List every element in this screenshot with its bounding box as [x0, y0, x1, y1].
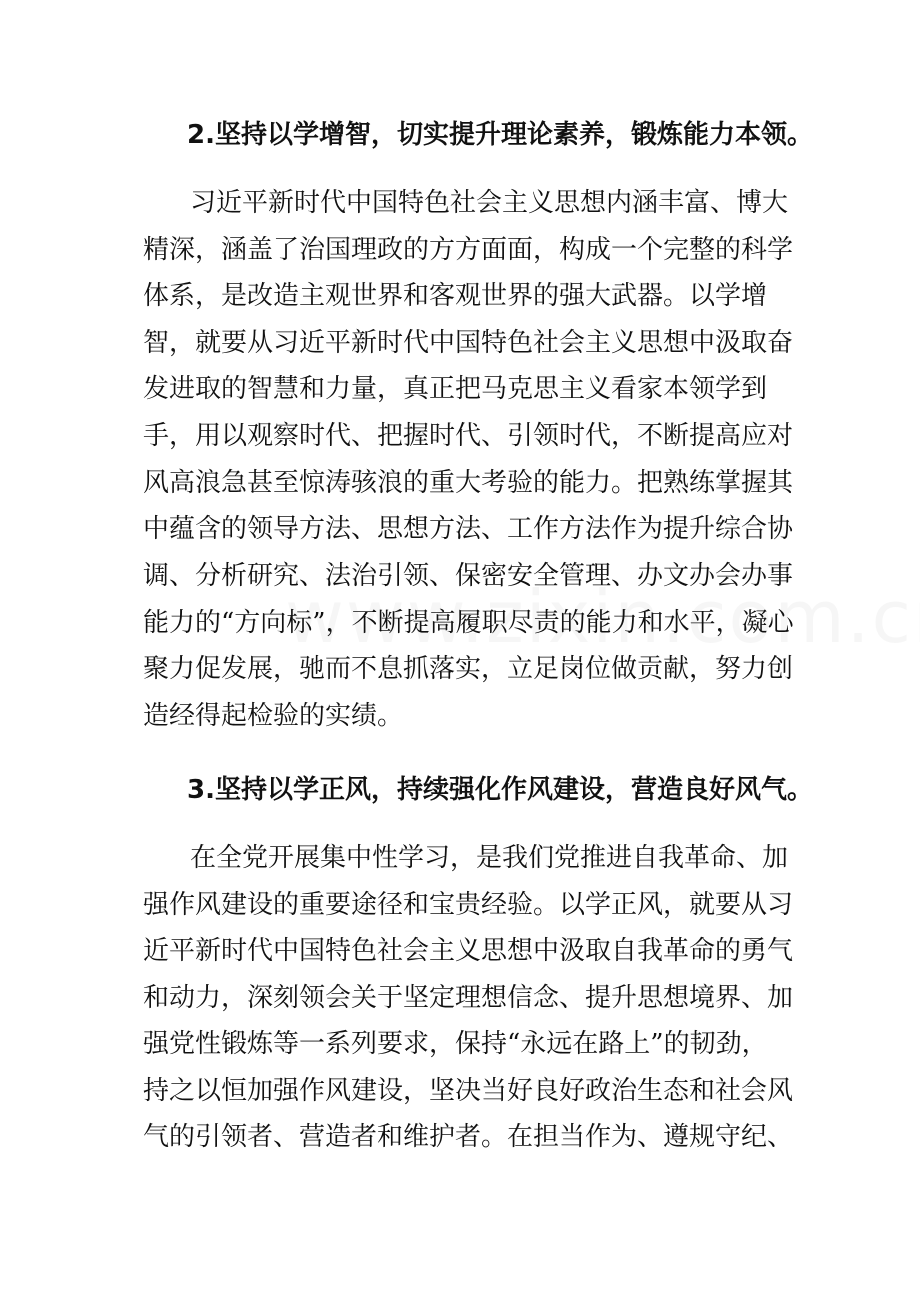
paragraph-line: 聚力促发展，驰而不息抓落实，立足岗位做贡献，努力创 [143, 654, 794, 684]
section-heading: 2.坚持以学增智，切实提升理论素养，锻炼能力本领。 [187, 120, 813, 150]
paragraph-line: 气的引领者、营造者和维护者。在担当作为、遵规守纪、 [143, 1122, 794, 1152]
paragraph-line: 调、分析研究、法治引领、保密安全管理、办文办会办事 [143, 561, 794, 591]
paragraph-line: 风高浪急甚至惊涛骇浪的重大考验的能力。把熟练掌握其 [143, 468, 794, 498]
paragraph-line: 发进取的智慧和力量，真正把马克思主义看家本领学到 [143, 374, 768, 404]
paragraph-line: 造经得起检验的实绩。 [143, 701, 404, 731]
paragraph-line: 近平新时代中国特色社会主义思想中汲取自我革命的勇气 [143, 936, 794, 966]
paragraph-line: 习近平新时代中国特色社会主义思想内涵丰富、博大 [190, 188, 789, 218]
paragraph-line: 持之以恒加强作风建设，坚决当好良好政治生态和社会风 [143, 1076, 794, 1106]
paragraph-line: 精深，涵盖了治国理政的方方面面，构成一个完整的科学 [143, 235, 794, 265]
paragraph-line: 手，用以观察时代、把握时代、引领时代，不断提高应对 [143, 421, 794, 451]
paragraph-line: 智，就要从习近平新时代中国特色社会主义思想中汲取奋 [143, 328, 794, 358]
paragraph-line: 强作风建设的重要途径和宝贵经验。以学正风，就要从习 [143, 890, 794, 920]
paragraph-line: 在全党开展集中性学习，是我们党推进自我革命、加 [190, 843, 789, 873]
paragraph-line: 能力的“方向标”，不断提高履职尽责的能力和水平，凝心 [143, 608, 794, 638]
paragraph-line: 中蕴含的领导方法、思想方法、工作方法作为提升综合协 [143, 514, 794, 544]
paragraph-line: 强党性锻炼等一系列要求，保持“永远在路上”的韧劲， [143, 1029, 768, 1059]
paragraph-line: 和动力，深刻领会关于坚定理想信念、提升思想境界、加 [143, 983, 794, 1013]
section-heading: 3.坚持以学正风，持续强化作风建设，营造良好风气。 [187, 775, 813, 805]
paragraph-line: 体系，是改造主观世界和客观世界的强大武器。以学增 [143, 281, 768, 311]
